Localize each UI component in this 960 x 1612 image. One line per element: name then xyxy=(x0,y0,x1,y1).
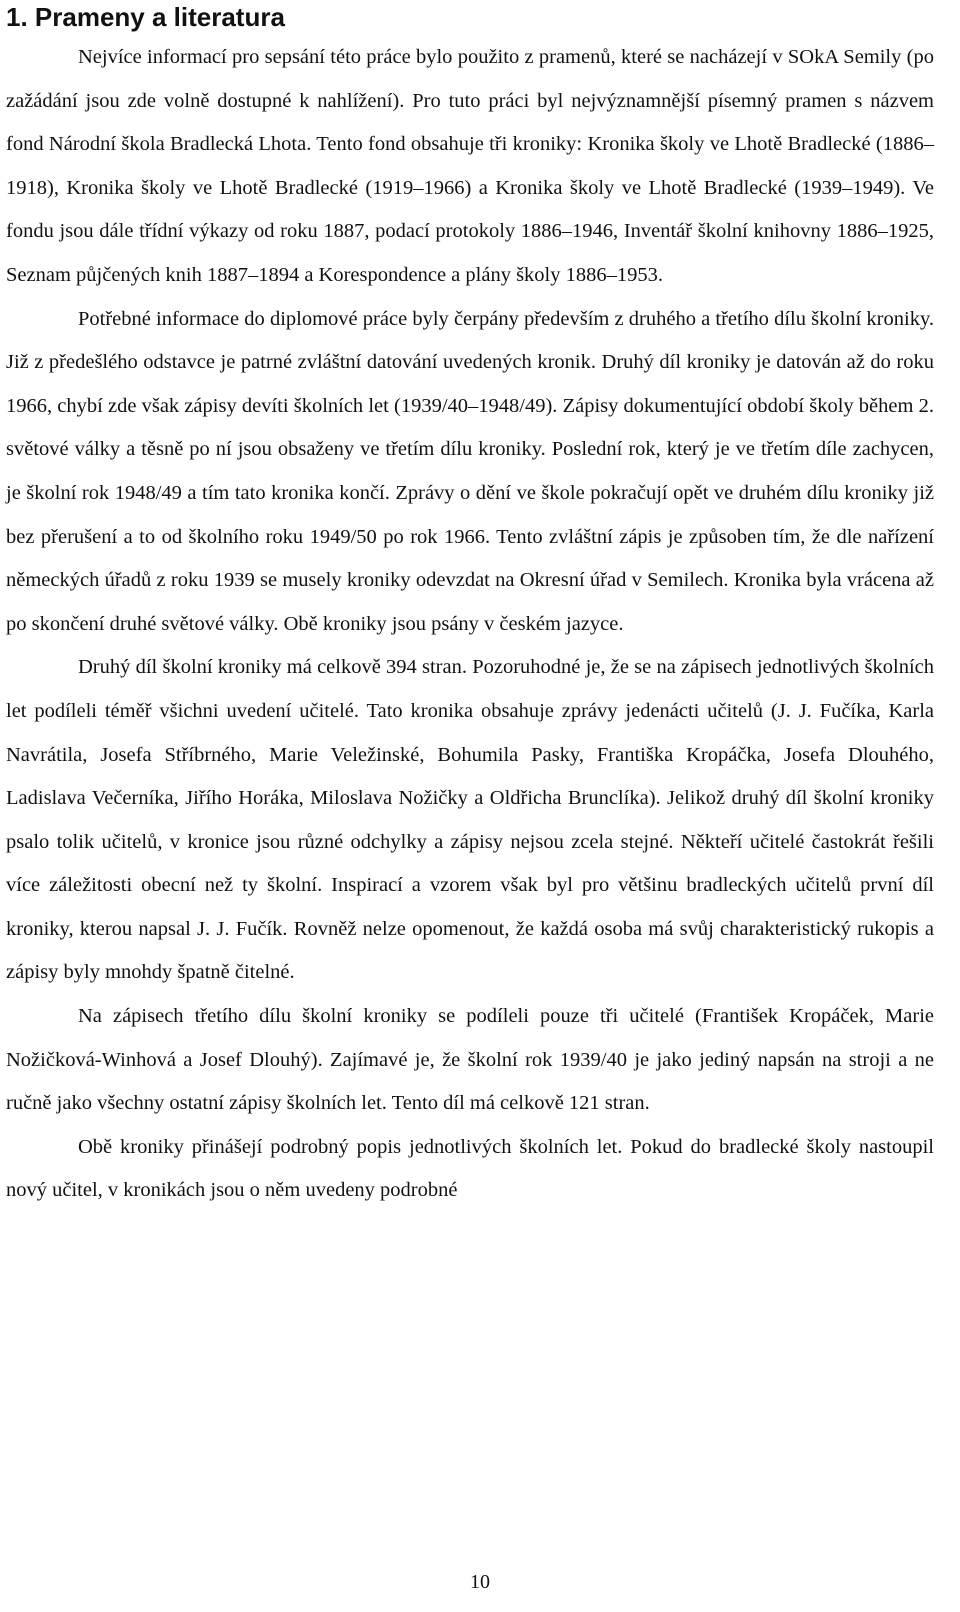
section-heading: 1. Prameny a literatura xyxy=(6,2,285,32)
paragraph-chronicle-dating: Potřebné informace do diplomové práce byly čerpány především z druhého a třetího dílu školní kroniky. Již z předešlého odstavce je patrné zvláštní datování uvedených kronik. Druhý díl kroniky je datován až do roku 1966, chybí zde však zápisy devíti školních let (1939/40–1948/49). Zápisy dokumentující období školy během 2. světové války a těsně po ní jsou obsaženy ve třetím dílu kroniky. Poslední rok, který je ve třetím díle zachycen, je školní rok 1948/49 a tím tato kronika končí. Zprávy o dění ve škole pokračují opět ve druhém dílu kroniky již bez přerušení a to od školního roku 1949/50 po rok 1966. Tento zvláštní zápis je způsoben tím, že dle nařízení německých úřadů z roku 1939 se musely kroniky odevzdat na Okresní úřad v Semilech. Kronika byla vrácena až po skončení druhé světové války. Obě kroniky jsou psány v českém jazyce. xyxy=(6,307,934,635)
paragraph-sources: Nejvíce informací pro sepsání této práce bylo použito z pramenů, které se nacházejí v SOkA Semily (po zažádání jsou zde volně dostupné k nahlížení). Pro tuto práci byl nejvýznamnější písemný pramen s názvem fond Národní škola Bradlecká Lhota. Tento fond obsahuje tři kroniky: Kronika školy ve Lhotě Bradlecké (1886–1918), Kronika školy ve Lhotě Bradlecké (1919–1966) a Kronika školy ve Lhotě Bradlecké (1939–1949). Ve fondu jsou dále třídní výkazy od roku 1887, podací protokoly 1886–1946, Inventář školní knihovny 1886–1925, Seznam půjčených knih 1887–1894 a Korespondence a plány školy 1886–1953. xyxy=(6,46,934,286)
page-number: 10 xyxy=(470,1571,490,1593)
paragraph-third-volume: Na zápisech třetího dílu školní kroniky se podíleli pouze tři učitelé (František Kropáček, Marie Nožičková-Winhová a Josef Dlouhý). Zajímavé je, že školní rok 1939/40 je jako jediný napsán na stroji a ne ručně jako všechny ostatní zápisy školních let. Tento díl má celkově 121 stran. xyxy=(6,1005,934,1115)
paragraph-second-volume: Druhý díl školní kroniky má celkově 394 stran. Pozoruhodné je, že se na zápisech jednotlivých školních let podíleli téměř všichni uvedení učitelé. Tato kronika obsahuje zprávy jedenácti učitelů (J. J. Fučíka, Karla Navrátila, Josefa Stříbrného, Marie Veležinské, Bohumila Pasky, Františka Kropáčka, Josefa Dlouhého, Ladislava Večerníka, Jiřího Horáka, Miloslava Nožičky a Oldřicha Brunclíka). Jelikož druhý díl školní kroniky psalo tolik učitelů, v kronice jsou různé odchylky a zápisy nejsou zcela stejné. Někteří učitelé častokrát řešili více záležitosti obecní než ty školní. Inspirací a vzorem však byl pro většinu bradleckých učitelů první díl kroniky, kterou napsal J. J. Fučík. Rovněž nelze opomenout, že každá osoba má svůj charakteristický rukopis a zápisy byly mnohdy špatně čitelné. xyxy=(6,656,934,984)
body-text xyxy=(6,36,934,1213)
document-page xyxy=(6,0,934,1213)
paragraph-description: Obě kroniky přinášejí podrobný popis jednotlivých školních let. Pokud do bradlecké školy nastoupil nový učitel, v kronikách jsou o něm uvedeny podrobné xyxy=(6,1135,934,1202)
